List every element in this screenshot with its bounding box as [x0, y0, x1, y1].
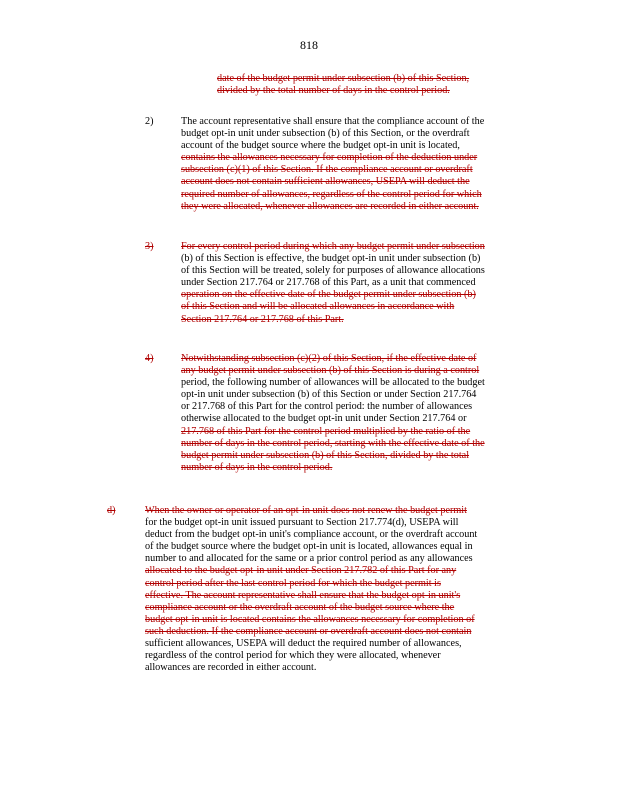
text-line: When the owner or operator of an opt-in unit does not renew the budget permit — [145, 505, 467, 516]
text-line: allocated to the budget opt-in unit under Section 217.782 of this Part for any — [145, 565, 457, 577]
text-line: number of days in the control period, starting with the effective date of the — [181, 437, 485, 449]
text-line: compliance account or the overdraft account of the budget source where the — [145, 601, 455, 613]
text-line: account does not contain sufficient allowances, USEPA will deduct the — [181, 176, 470, 188]
text-line: account of the budget source where the budget opt-in unit is located, — [181, 140, 460, 152]
text-line: control period after the last control period for which the budget permit is — [145, 577, 441, 589]
text-line: opt-in unit under subsection (b) of this Section or under Section 217.764 — [181, 389, 477, 401]
text-line: sufficient allowances, USEPA will deduct the required number of allowances, — [145, 638, 462, 650]
text-line: 217.768 of this Part for the control period multiplied by the ratio of the — [181, 425, 471, 437]
text-line: number of days in the control period. — [181, 461, 333, 473]
paragraph-body — [181, 353, 485, 474]
text-line: The account representative shall ensure that the compliance account of the — [181, 116, 485, 127]
paragraph-body — [145, 505, 477, 674]
paragraph-body — [181, 241, 485, 326]
text-line: of this Section and will be allocated allowances in accordance with — [181, 301, 455, 313]
text-line: or 217.768 of this Part for the control period: the number of allowances — [181, 401, 473, 413]
text-line: allowances are recorded in either account. — [145, 662, 317, 674]
text-line: of the budget source where the budget opt-in unit is located, allowances equal in — [145, 541, 473, 553]
text-line: contains the allowances necessary for completion of the deduction under — [181, 152, 478, 164]
text-line: (b) of this Section is effective, the budget opt-in unit under subsection (b) — [181, 253, 481, 265]
text-line: effective. The account representative shall ensure that the budget opt-in unit's — [145, 589, 461, 601]
text-line: regardless of the control period for which they were allocated, whenever — [145, 650, 441, 662]
text-line: operation on the effective date of the budget permit under subsection (b) — [181, 289, 476, 301]
text-line: of this Section will be treated, solely for purposes of allowance allocations — [181, 265, 485, 277]
text-line: otherwise allocated to the budget opt-in unit under Section 217.764 or — [181, 413, 467, 425]
text-line: they were allocated, whenever allowances are recorded in either account. — [181, 200, 479, 212]
paragraph-body — [217, 73, 469, 97]
text-line: subsection (c)(1) of this Section. If the compliance account or overdraft — [181, 164, 473, 176]
text-line: date of the budget permit under subsection (b) of this Section, — [217, 73, 470, 84]
text-line: such deduction. If the compliance account or overdraft account does not contain — [145, 625, 472, 637]
text-line: required number of allowances, regardless of the control period for which — [181, 188, 482, 200]
page-number: 818 — [300, 38, 318, 52]
text-line: any budget permit under subsection (b) of this Section is during a control — [181, 365, 480, 377]
text-line: under Section 217.764 or 217.768 of this Part, as a unit that commenced — [181, 277, 476, 289]
text-line: For every control period during which any budget permit under subsection — [181, 241, 485, 252]
text-line: budget opt-in unit under subsection (b) of this Section, or the overdraft — [181, 128, 470, 140]
item-number: 2) — [145, 116, 154, 127]
text-line: deduct from the budget opt-in unit's compliance account, or the overdraft account — [145, 529, 478, 541]
paragraph-body — [181, 116, 484, 213]
text-line: Section 217.764 or 217.768 of this Part. — [181, 313, 344, 325]
text-line: budget permit under subsection (b) of this Section, divided by the total — [181, 449, 470, 461]
text-line: Notwithstanding subsection (c)(2) of this Section, if the effective date of — [181, 353, 477, 364]
item-number: 4) — [145, 353, 154, 364]
item-number: d) — [107, 505, 116, 516]
item-number: 3) — [145, 241, 154, 252]
text-line: divided by the total number of days in the control period. — [217, 85, 450, 97]
text-line: period, the following number of allowances will be allocated to the budget — [181, 377, 485, 389]
text-line: number to and allocated for the same or a prior control period as any allowances — [145, 553, 473, 565]
text-line: budget opt-in unit is located contains the allowances necessary for completion of — [145, 613, 475, 625]
text-line: for the budget opt-in unit issued pursuant to Section 217.774(d), USEPA will — [145, 517, 459, 529]
